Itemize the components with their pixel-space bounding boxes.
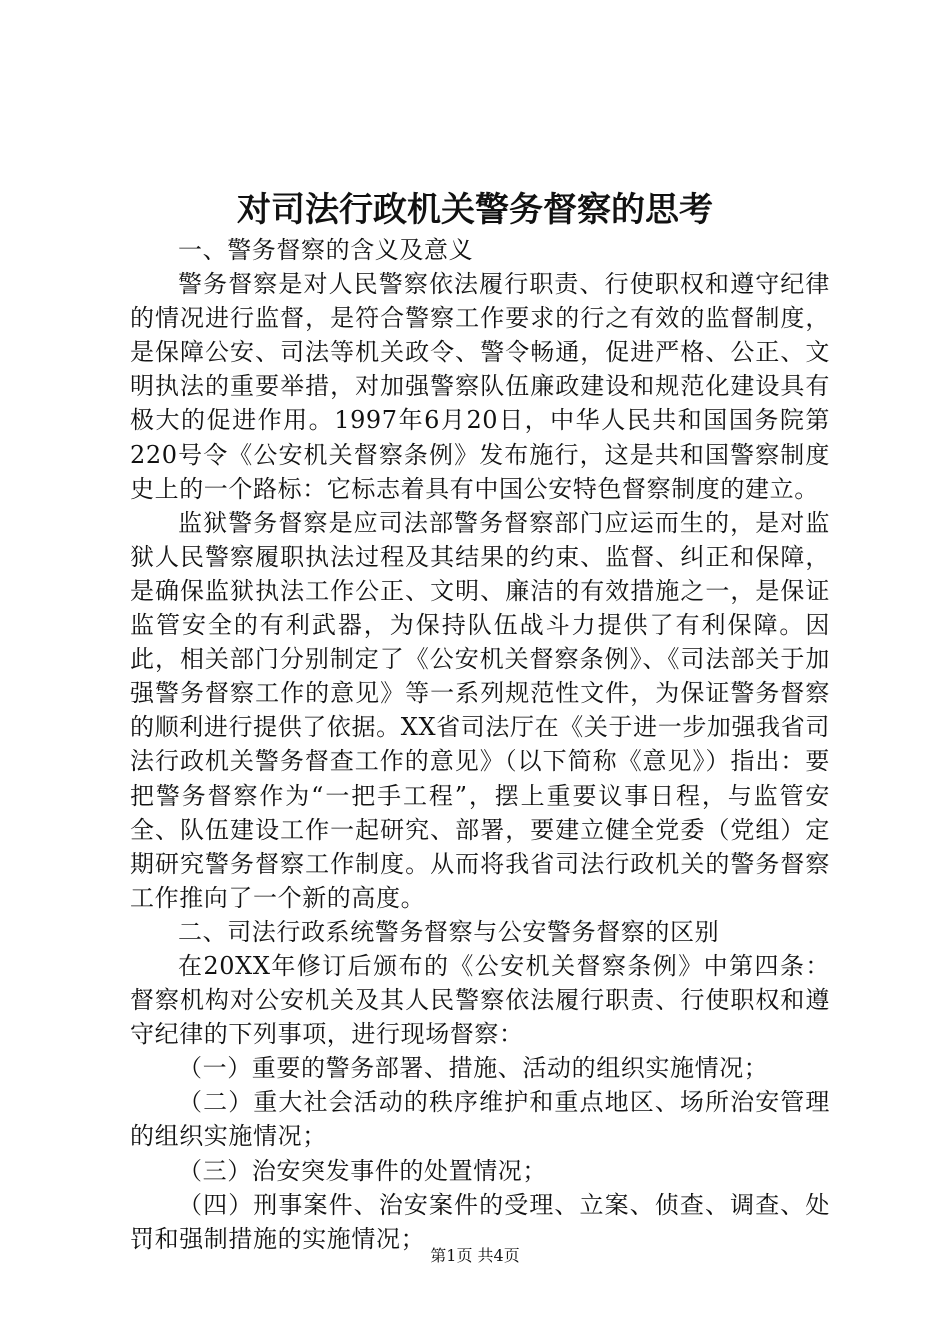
page-number: 第1页 共4页 [430, 1246, 520, 1265]
document-body [130, 233, 830, 1256]
paragraph-definition: 警务督察是对人民警察依法履行职责、行使职权和遵守纪律的情况进行监督，是符合警察工作要求的行之有效的监督制度，是保障公安、司法等机关政令、警令畅通，促进严格、公正、文明执法的重要举措，对加强警察队伍廉政建设和规范化建设具有极大的促进作用。1997年6月20日，中华人民共和国国务院第220号令《公安机关督察条例》发布施行，这是共和国警察制度史上的一个路标：它标志着具有中国公安特色督察制度的建立。 [130, 270, 830, 503]
list-item-3: （三）治安突发事件的处置情况； [178, 1156, 547, 1185]
paragraph-prison-supervision: 监狱警务督察是应司法部警务督察部门应运而生的，是对监狱人民警察履职执法过程及其结果的约束、监督、纠正和保障，是确保监狱执法工作公正、文明、廉洁的有效措施之一，是保证监管安全的有利武器，为保持队伍战斗力提供了有利保障。因此，相关部门分别制定了《公安机关督察条例》、《司法部关于加强警务督察工作的意见》等一系列规范性文件，为保证警务督察的顺利进行提供了依据。XX省司法厅在《关于进一步加强我省司法行政机关警务督查工作的意见》（以下简称《意见》）指出：要把警务督察作为“一把手工程”，摆上重要议事日程，与监管安全、队伍建设工作一起研究、部署，要建立健全党委（党组）定期研究警务督察工作制度。从而将我省司法行政机关的警务督察工作推向了一个新的高度。 [130, 508, 830, 912]
paragraph-article-four: 在20XX年修订后颁布的《公安机关督察条例》中第四条：督察机构对公安机关及其人民警察依法履行职责、行使职权和遵守纪律的下列事项，进行现场督察： [130, 951, 830, 1049]
document-title: 对司法行政机关警务督察的思考 [237, 190, 713, 230]
section-heading-1: 一、警务督察的含义及意义 [178, 236, 474, 264]
section-heading-2: 二、司法行政系统警务督察与公安警务督察的区别 [178, 917, 720, 946]
list-item-1: （一）重要的警务部署、措施、活动的组织实施情况； [178, 1054, 769, 1083]
list-item-2: （二）重大社会活动的秩序维护和重点地区、场所治安管理的组织实施情况； [130, 1088, 830, 1151]
list-item-4: （四）刑事案件、治安案件的受理、立案、侦查、调查、处罚和强制措施的实施情况； [130, 1190, 830, 1253]
